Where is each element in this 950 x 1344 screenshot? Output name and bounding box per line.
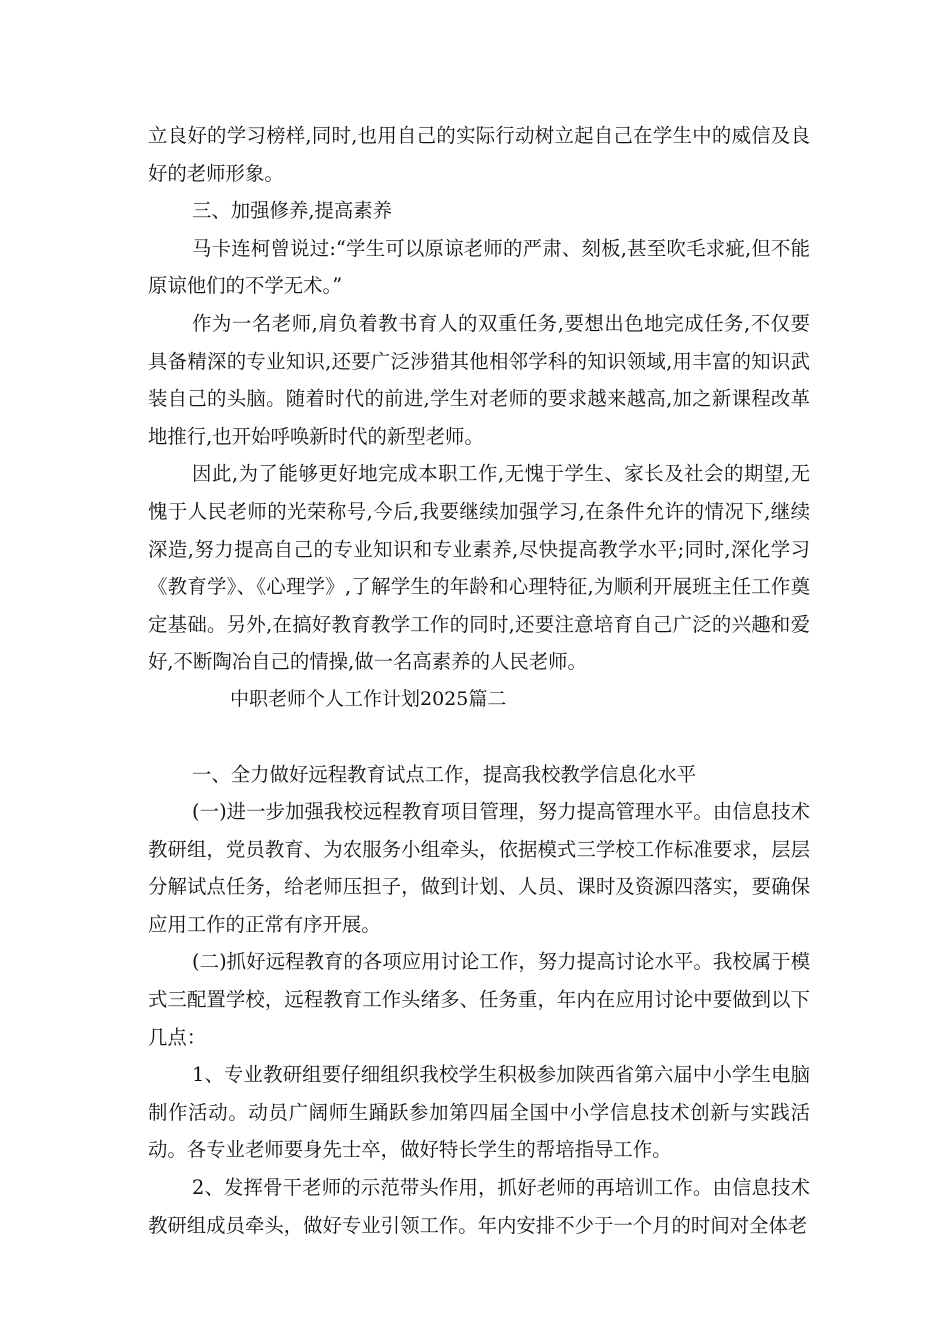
paragraph-quote: 马卡连柯曾说过:“学生可以原谅老师的严肃、刻板,甚至吹毛求疵,但不能原谅他们的不学无术。” xyxy=(148,236,810,298)
paragraph-conclusion: 因此,为了能够更好地完成本职工作,无愧于学生、家长及社会的期望,无愧于人民老师的光荣称号,今后,我要继续加强学习,在条件允许的情况下,继续深造,努力提高自己的专业知识和专业素养,尽快提高教学水平;同时,深化学习《教育学》、《心理学》,了解学生的年龄和心理特征,为顺利开展班主任工作奠定基础。另外,在搞好教育教学工作的同时,还要注意培育自己广泛的兴趣和爱好,不断陶冶自己的情操,做一名高素养的人民老师。 xyxy=(148,462,810,674)
section-heading-3: 三、加强修养,提高素养 xyxy=(192,199,393,223)
paragraph-sub-2: (二)抓好远程教育的各项应用讨论工作，努力提高讨论水平。我校属于模式三配置学校，远程教育工作头绪多、任务重，年内在应用讨论中要做到以下几点： xyxy=(148,950,810,1049)
paragraph-point-1: 1、专业教研组要仔细组织我校学生积极参加陕西省第六届中小学生电脑制作活动。动员广阔师生踊跃参加第四届全国中小学信息技术创新与实践活动。各专业老师要身先士卒，做好特长学生的帮培指导工作。 xyxy=(148,1063,810,1162)
paragraph-continuation: 立良好的学习榜样,同时,也用自己的实际行动树立起自己在学生中的威信及良好的老师形象。 xyxy=(148,124,810,185)
document-body xyxy=(148,117,810,1244)
heading-item-1: 一、全力做好远程教育试点工作，提高我校教学信息化水平 xyxy=(192,762,697,786)
paragraph-point-2: 2、发挥骨干老师的示范带头作用，抓好老师的再培训工作。由信息技术教研组成员牵头，做好专业引领工作。年内安排不少于一个月的时间对全体老 xyxy=(148,1176,810,1237)
section-title: 中职老师个人工作计划2025篇二 xyxy=(230,687,507,710)
paragraph-sub-1: (一)进一步加强我校远程教育项目管理，努力提高管理水平。由信息技术教研组，党员教育、为农服务小组牵头，依据模式三学校工作标准要求，层层分解试点任务，给老师压担子，做到计划、人员、课时及资源四落实，要确保应用工作的正常有序开展。 xyxy=(148,800,810,936)
paragraph-teacher-role: 作为一名老师,肩负着教书育人的双重任务,要想出色地完成任务,不仅要具备精深的专业知识,还要广泛涉猎其他相邻学科的知识领域,用丰富的知识武装自己的头脑。随着时代的前进,学生对老师的要求越来越高,加之新课程改革地推行,也开始呼唤新时代的新型老师。 xyxy=(148,311,810,448)
blank-line xyxy=(148,719,810,756)
